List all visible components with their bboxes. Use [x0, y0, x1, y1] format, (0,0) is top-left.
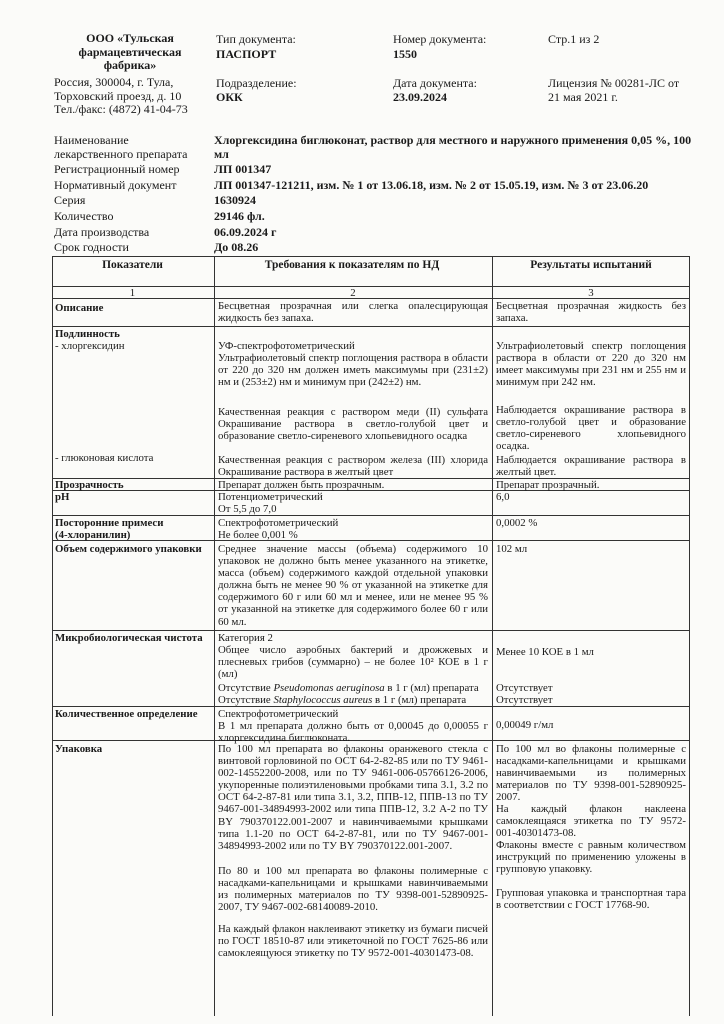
- info-value: ЛП 001347: [214, 162, 272, 176]
- row-name-packaging: Упаковка: [55, 743, 103, 755]
- res-impurities: 0,0002 %: [496, 517, 538, 529]
- company-address: [54, 76, 204, 117]
- row-name-identity: Подлинность: [55, 328, 120, 340]
- table-line: [492, 256, 493, 1016]
- req-volume: Среднее значение массы (объема) содержимого 10 упаковок не должно быть менее указанного на этикетке, масса (объем) содержимого каждой отдельной упаковки должна быть не менее 90 % от указанной на этикетке для содержимого 60 г или 60 мл и менее, или не менее 95 % от указанной на этикетке для содержимого более 60 г или 60 мл.: [218, 543, 488, 628]
- req-assay-method: Спектрофотометрический: [218, 708, 339, 720]
- table-line: [52, 326, 690, 327]
- req-text: Отсутствие: [218, 694, 274, 706]
- info-label: Дата производства: [54, 225, 150, 239]
- req-uv-title: УФ-спектрофотометрический: [218, 340, 355, 352]
- license-line: Лицензия № 00281-ЛС от: [548, 76, 680, 90]
- doc-number: 1550: [393, 47, 417, 61]
- table-line: [52, 256, 690, 257]
- req-description: Бесцветная прозрачная или слегка опалесцирующая жидкость без запаха.: [218, 300, 488, 325]
- res-packaging-polymer: По 100 мл во флаконы полимерные с насадками-капельницами и крышками навинчиваемыми из полимерных материалов по ТУ 9398-001-52890925-2007.: [496, 743, 686, 804]
- row-name-assay: Количественное определение: [55, 708, 198, 720]
- req-copper: Качественная реакция с раствором меди (II) сульфата Окрашивание раствора в светло-голубой цвет и образование светло-сиреневого хлопьевидного осадка: [218, 406, 488, 443]
- column-header: Показатели: [102, 259, 163, 271]
- doc-type-label: Тип документа:: [216, 32, 296, 46]
- req-impurities-limit: Не более 0,001 %: [218, 529, 298, 541]
- table-line: [214, 256, 215, 1016]
- res-uv: Ультрафиолетовый спектр поглощения раствора в области от 220 до 320 нм имеет максимумы при 231 нм и 255 нм и минимум при 242 нм.: [496, 340, 686, 389]
- license-line: 21 мая 2021 г.: [548, 90, 618, 104]
- res-ph: 6,0: [496, 491, 510, 503]
- req-text: Отсутствие: [218, 682, 274, 694]
- address-line: Россия, 300004, г. Тула,: [54, 75, 174, 89]
- row-name-ph: pH: [55, 491, 70, 503]
- page-number: Стр.1 из 2: [548, 32, 600, 46]
- info-value: Хлоргексидина биглюконат, раствор для местного и наружного применения 0,05 %, 100 мл: [214, 133, 692, 161]
- info-label: Наименование лекарственного препарата: [54, 133, 188, 161]
- identity-sub-gluconic: - глюконовая кислота: [55, 452, 154, 464]
- license: [548, 76, 698, 104]
- doc-date: 23.09.2024: [393, 90, 447, 104]
- info-label: Серия: [54, 193, 86, 207]
- table-line: [689, 256, 690, 1016]
- table-line: [52, 515, 690, 516]
- req-assay-limit: В 1 мл препарата должно быть от 0,00045 до 0,00055 г хлоргексидина биглюконата.: [218, 720, 488, 745]
- res-assay: 0,00049 г/мл: [496, 719, 554, 731]
- info-value: ЛП 001347-121211, изм. № 1 от 13.06.18, изм. № 2 от 15.05.19, изм. № 3 от 23.06.20: [214, 178, 649, 192]
- info-label: Срок годности: [54, 240, 129, 254]
- req-micro-pseudomonas: [218, 682, 488, 694]
- req-micro-staph: [218, 694, 488, 706]
- row-name-impurities-sub: (4-хлоранилин): [55, 529, 131, 541]
- res-micro-pseudomonas: Отсутствует: [496, 682, 553, 694]
- res-packaging-group: Флаконы вместе с равным количеством инструкций по применению уложены в групповую упаковку.: [496, 839, 686, 876]
- res-packaging-label: На каждый флакон наклеена самоклеящаяся этикетка по ТУ 9572-001-40301473-08.: [496, 803, 686, 840]
- results-table: [52, 256, 690, 1016]
- info-value: 1630924: [214, 193, 256, 207]
- res-clarity: Препарат прозрачный.: [496, 479, 600, 491]
- row-name-volume: Объем содержимого упаковки: [55, 543, 202, 555]
- info-value: 06.09.2024 г: [214, 225, 277, 239]
- column-number: 1: [129, 287, 136, 299]
- table-line: [52, 706, 690, 707]
- column-number: 3: [588, 287, 594, 299]
- table-line: [52, 630, 690, 631]
- res-packaging-transport: Групповая упаковка и транспортная тара в соответствии с ГОСТ 17768-90.: [496, 887, 686, 912]
- res-copper: Наблюдается окрашивание раствора в светло-голубой цвет и образование светло-сиреневого хлопьевидного осадка.: [496, 404, 686, 453]
- req-impurities-method: Спектрофотометрический: [218, 517, 339, 529]
- info-row-name: [54, 134, 694, 162]
- req-packaging-label: На каждый флакон наклеивают этикетку из бумаги писчей по ГОСТ 18510-87 или этикеточной по ГОСТ 7625-86 или самоклеящуюся этикетку по ТУ 9572-001-40301473-08.: [218, 923, 488, 960]
- column-number: 2: [350, 287, 356, 299]
- req-text: в 1 г (мл) препарата: [384, 682, 479, 694]
- req-iron: Качественная реакция с раствором железа (III) хлорида Окрашивание раствора в желтый цвет: [218, 454, 488, 479]
- doc-number-label: Номер документа:: [393, 32, 487, 46]
- res-micro-total: Менее 10 КОЕ в 1 мл: [496, 646, 594, 658]
- info-value: 29146 фл.: [214, 209, 265, 223]
- row-name-description: Описание: [55, 302, 104, 314]
- address-line: Торховский проезд, д. 10: [54, 88, 182, 103]
- division: ОКК: [216, 90, 243, 104]
- req-uv: Ультрафиолетовый спектр поглощения раствора в области от 220 до 320 нм должен иметь максимумы при (231±2) нм и (253±2) нм и минимум при (242±2) нм.: [218, 352, 488, 389]
- row-name-impurities: Посторонние примеси: [55, 517, 164, 529]
- res-description: Бесцветная прозрачная жидкость без запаха.: [496, 300, 686, 325]
- req-packaging-polymer: По 80 и 100 мл препарата во флаконы полимерные с насадками-капельницами и крышками навинчиваемыми из полимерных материалов по ТУ 9398-001-52890925-2007, ТУ 9467-002-68140089-2010.: [218, 865, 488, 914]
- division-label: Подразделение:: [216, 76, 297, 90]
- address-line: Тел./факс: (4872) 41-04-73: [54, 102, 188, 116]
- req-packaging-glass: По 100 мл препарата во флаконы оранжевого стекла с винтовой горловиной по ОСТ 64-2-82-85 или по ТУ 9461-002-14552200-2008, или по ТУ 9461-006-05766126-2006, укупоренные полиэтиленовыми пробками типа 3.1, 3.2 по ОСТ 64-2-87-81 или типа 3.1, 3.2, ППВ-12, ППВ-13 по ТУ 9467-001-34894993-2002 или типа ППВ-12, 3.2 А-2 по ТУ BY 790370122.001-2007 и навинчиваемыми крышками типа 1.1-20 по ОСТ 64-2-87-81, или по ТУ 9467-001-34894993-2002 или по ТУ BY 790370122.001-2007.: [218, 743, 488, 852]
- info-value: До 08.26: [214, 240, 259, 254]
- req-micro-category: Категория 2: [218, 632, 273, 644]
- info-label: Количество: [54, 209, 114, 223]
- organism-name: Staphylococcus aureus: [273, 694, 373, 706]
- row-name-micro: Микробиологическая чистота: [55, 632, 203, 644]
- doc-type: ПАСПОРТ: [216, 47, 277, 61]
- res-iron: Наблюдается окрашивание раствора в желтый цвет.: [496, 454, 686, 479]
- req-ph-range: От 5,5 до 7,0: [218, 503, 277, 515]
- req-micro-total: Общее число аэробных бактерий и дрожжевых и плесневых грибов (суммарно) – не более 10² КОЕ в 1 г (мл): [218, 644, 488, 681]
- doc-date-label: Дата документа:: [393, 76, 477, 90]
- info-label: Нормативный документ: [54, 178, 177, 192]
- req-text: в 1 г (мл) препарата: [372, 694, 467, 706]
- table-line: [52, 256, 53, 1016]
- organism-name: Pseudomonas aeruginosa: [273, 682, 385, 694]
- column-header: Результаты испытаний: [530, 259, 652, 271]
- column-header: Требования к показателям по НД: [264, 259, 440, 271]
- req-clarity: Препарат должен быть прозрачным.: [218, 479, 385, 491]
- res-volume: 102 мл: [496, 543, 528, 555]
- row-name-clarity: Прозрачность: [55, 479, 124, 491]
- info-label: Регистрационный номер: [54, 162, 180, 176]
- identity-sub-chlorhexidine: - хлоргексидин: [55, 340, 125, 352]
- company-name: ООО «Тульская фармацевтическая фабрика»: [78, 31, 182, 72]
- req-ph-method: Потенциометрический: [218, 491, 323, 503]
- res-micro-staph: Отсутствует: [496, 694, 553, 706]
